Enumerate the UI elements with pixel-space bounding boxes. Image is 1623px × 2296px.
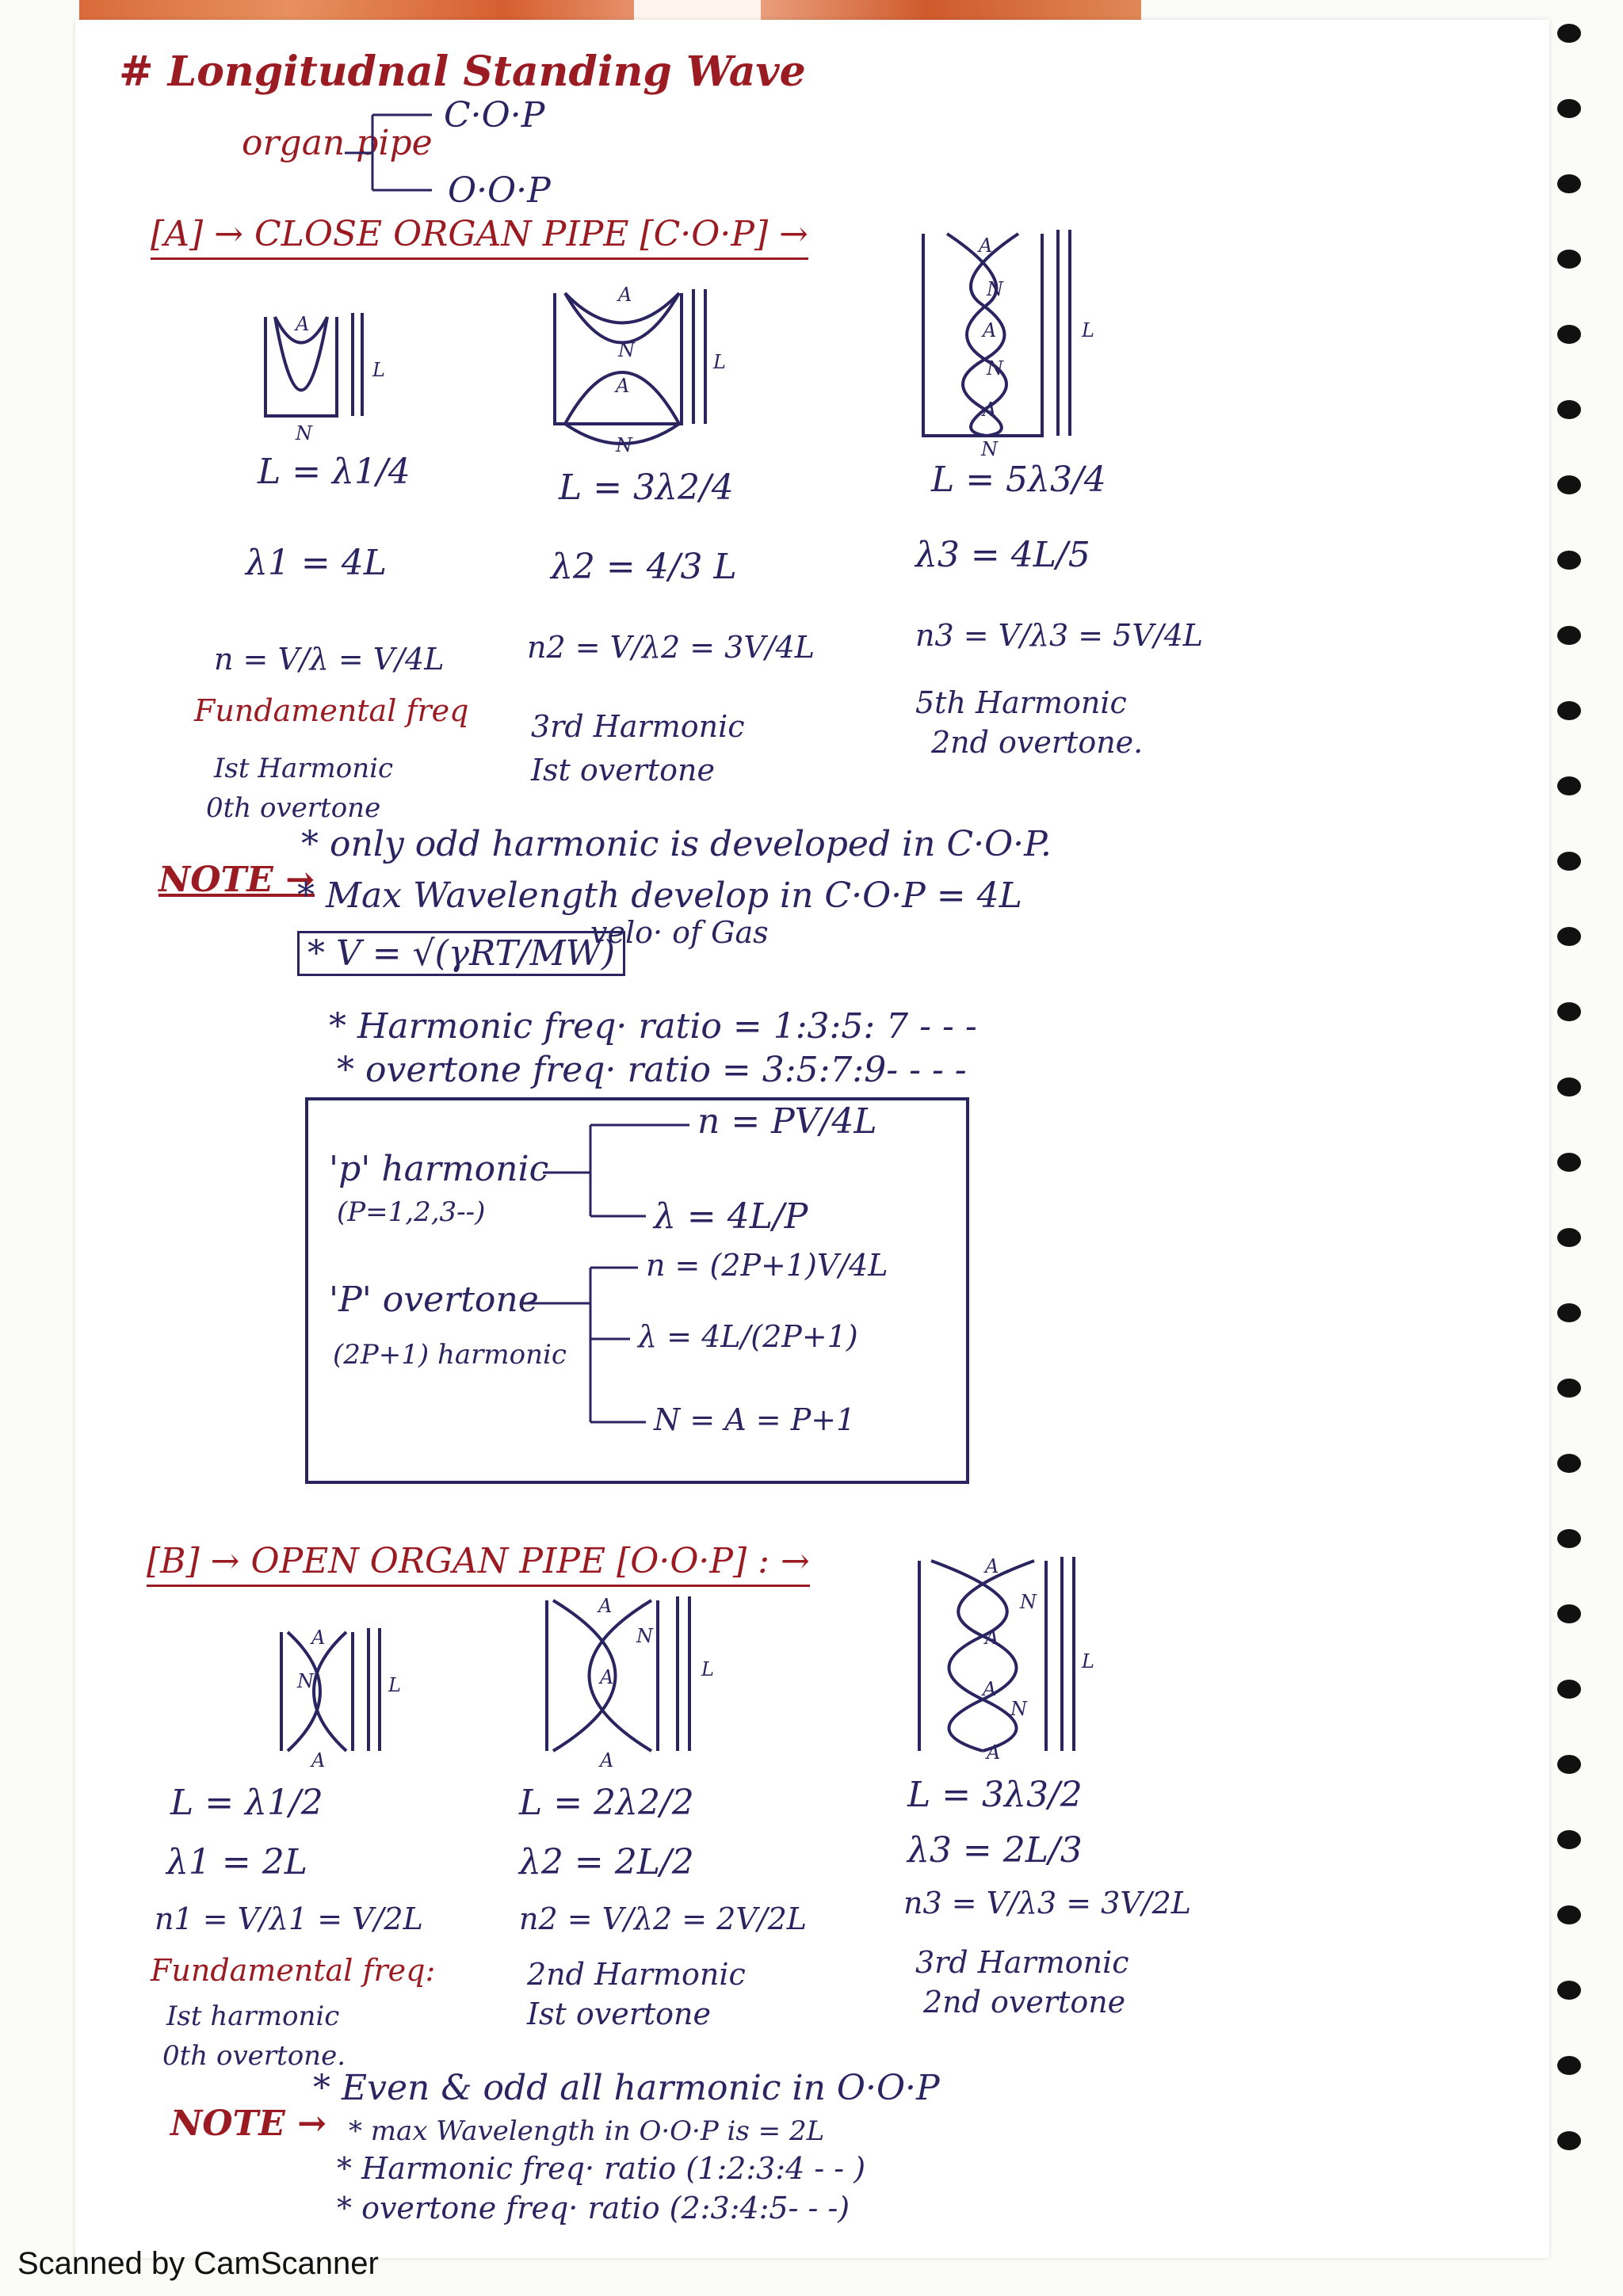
svg-text:N: N [1020,1591,1037,1613]
page-title: # Longitudnal Standing Wave [119,48,806,96]
svg-text:A: A [979,235,993,257]
svg-text:N: N [636,1625,653,1647]
b-col3-L-eq: L = 3λ3/2 [907,1775,1083,1815]
b-col2-lambda-eq: λ2 = 2L/2 [519,1842,694,1882]
svg-text:N: N [987,278,1003,300]
svg-text:A: A [296,313,310,335]
box-na-eq: N = A = P+1 [654,1402,856,1437]
b-note-3: * Harmonic freq· ratio (1:2:3:4 - - ) [337,2151,866,2186]
a-col2-lambda-eq: λ2 = 4/3 L [551,547,737,587]
svg-text:N: N [987,357,1003,379]
svg-text:L: L [1082,319,1094,341]
a-note-5: * Harmonic freq· ratio = 1:3:5: 7 - - - [329,1006,977,1047]
a-col1-line2: Ist Harmonic [214,753,394,784]
svg-text:A: A [598,1595,613,1617]
scanner-watermark: Scanned by CamScanner [17,2246,379,2281]
b-col1-line3: 0th overtone. [162,2040,346,2072]
b-col1-L-eq: L = λ1/2 [170,1783,323,1823]
a-col3-lambda-eq: λ3 = 4L/5 [915,535,1090,575]
a-col3-n-eq: n3 = V/λ3 = 5V/4L [915,618,1203,653]
a-note-1: * only odd harmonic is developed in C·O·P. [301,824,1052,864]
a-col1-line3: 0th overtone [206,792,381,824]
box-p-overtone: 'P' overtone [329,1280,539,1320]
svg-text:N: N [616,434,632,456]
svg-text:L: L [388,1674,401,1696]
organ-pipe-label: organ pipe [242,123,433,163]
a-note-label: NOTE → [158,860,315,900]
b-col3-line1: 3rd Harmonic [915,1945,1129,1980]
a-note-4: velo· of Gas [590,915,769,950]
svg-text:A: A [987,1741,1001,1764]
cop-label: C·O·P [444,95,545,135]
svg-text:A: A [983,399,997,421]
svg-text:A: A [600,1666,614,1688]
a-note-6: * overtone freq· ratio = 3:5:7:9- - - - [337,1050,967,1090]
svg-text:A: A [311,1749,326,1772]
a-col2-line1: 3rd Harmonic [531,709,745,744]
svg-text:N: N [1010,1698,1027,1720]
b-note-4: * overtone freq· ratio (2:3:4:5- - -) [337,2191,850,2225]
box-n-eq: n = PV/4L [697,1101,877,1142]
oop-label: O·O·P [448,170,551,211]
svg-text:L: L [1082,1650,1094,1672]
box-p-overtone-sub: (2P+1) harmonic [333,1339,567,1371]
section-a-heading: [A] → CLOSE ORGAN PIPE [C·O·P] → [151,214,808,260]
a-col1-L-eq: L = λ1/4 [258,452,411,492]
b-col3-line2: 2nd overtone [923,1985,1126,2019]
b-col2-L-eq: L = 2λ2/2 [519,1783,694,1823]
box-p-range: (P=1,2,3--) [337,1196,486,1228]
a-note-2: * Max Wavelength develop in C·O·P = 4L [297,875,1022,916]
svg-text:A: A [983,1678,997,1700]
svg-text:A: A [618,284,632,306]
b-col1-line2: Ist harmonic [166,2000,340,2032]
notebook-page [75,20,1549,2258]
a-col2-line2: Ist overtone [531,753,715,788]
b-col2-n-eq: n2 = V/λ2 = 2V/2L [519,1901,807,1936]
svg-text:A: A [985,1627,999,1649]
section-b-heading: [B] → OPEN ORGAN PIPE [O·O·P] : → [147,1541,810,1587]
svg-text:L: L [701,1658,714,1680]
box-n-eq2: n = (2P+1)V/4L [646,1248,888,1283]
b-col3-lambda-eq: λ3 = 2L/3 [907,1830,1083,1871]
b-col1-lambda-eq: λ1 = 2L [166,1842,307,1882]
b-col1-line1: Fundamental freq: [151,1953,436,1988]
svg-text:N: N [981,438,998,460]
box-lambda-eq2: λ = 4L/(2P+1) [638,1319,858,1354]
b-col2-line2: Ist overtone [527,1997,711,2031]
svg-text:A: A [983,319,997,341]
svg-text:A: A [600,1749,614,1772]
svg-text:A: A [311,1627,326,1649]
b-note-2: * max Wavelength in O·O·P is = 2L [349,2115,825,2147]
a-col1-lambda-eq: λ1 = 4L [246,543,387,583]
a-col3-line1: 5th Harmonic [915,685,1127,720]
svg-text:A: A [616,375,630,397]
svg-text:N: N [297,1670,314,1692]
b-col3-n-eq: n3 = V/λ3 = 3V/2L [903,1886,1191,1920]
a-col3-line2: 2nd overtone. [931,725,1144,760]
a-col2-n-eq: n2 = V/λ2 = 3V/4L [527,630,815,665]
box-p-harmonic: 'p' harmonic [329,1149,549,1189]
top-orange-strip [79,0,1141,22]
b-note-1: * Even & odd all harmonic in O·O·P [313,2068,940,2108]
a-note-3: * V = √(γRT/MW) [297,931,625,976]
svg-text:N: N [618,339,635,361]
svg-text:A: A [985,1555,999,1577]
spiral-binding [1549,0,1597,2296]
a-col2-L-eq: L = 3λ2/4 [559,467,734,508]
b-col2-line1: 2nd Harmonic [527,1957,746,1992]
a-col1-n-eq: n = V/λ = V/4L [214,642,445,677]
svg-text:N: N [296,422,312,444]
b-col1-n-eq: n1 = V/λ1 = V/2L [155,1901,423,1936]
a-col3-L-eq: L = 5λ3/4 [931,460,1106,500]
b-note-label: NOTE → [170,2103,327,2144]
svg-text:L: L [372,359,385,381]
box-lambda-eq: λ = 4L/P [654,1196,808,1237]
a-col1-line1: Fundamental freq [194,693,469,728]
svg-text:L: L [713,351,726,373]
